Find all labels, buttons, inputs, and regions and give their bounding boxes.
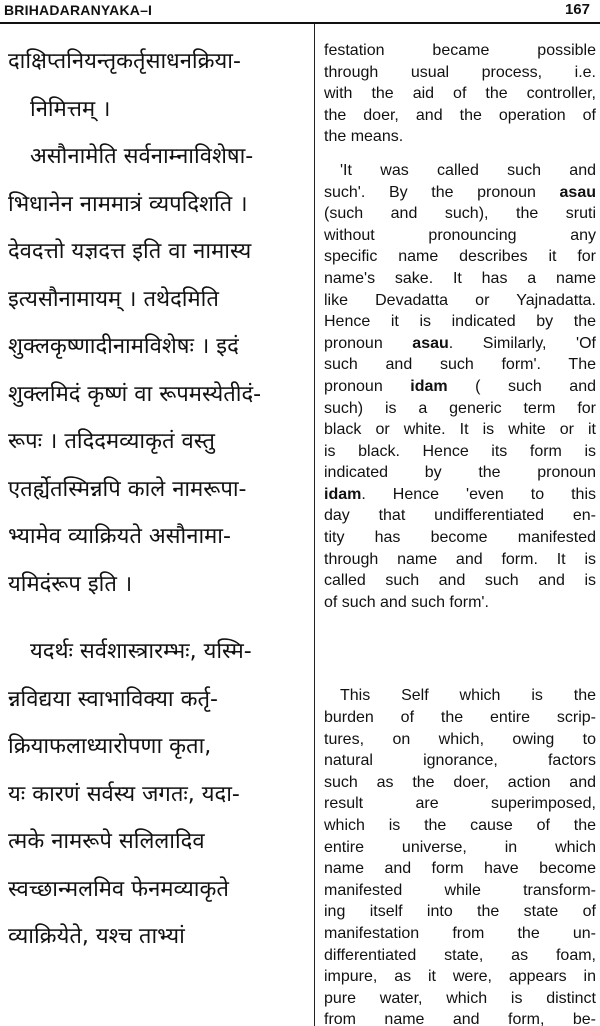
sanskrit-line: निमित्तम् । — [30, 96, 111, 122]
running-title: BRIHADARANYAKA–I — [4, 2, 153, 18]
translation-line: such) is a generic term for — [324, 399, 596, 417]
sanskrit-line: शुक्लकृष्णादीनामविशेषः । इदं — [8, 334, 239, 359]
translation-line: 'It was called such and — [340, 161, 596, 179]
sanskrit-line: क्रियाफलाध्यारोपणा कृता, — [8, 734, 212, 759]
translation-line: the means. — [324, 128, 404, 146]
translation-line: manifested while transform- — [324, 881, 596, 899]
translation-line: such'. By the pronoun asau — [324, 183, 596, 201]
translation-line: result are superimposed, — [324, 795, 596, 813]
translation-paragraph-2 — [324, 160, 596, 613]
translation-line: entire universe, in which — [324, 838, 596, 856]
translation-line: indicated by the pronoun — [324, 464, 596, 482]
translation-line: which is the cause of the — [324, 817, 596, 834]
sanskrit-passage-2 — [8, 628, 306, 961]
sanskrit-line: स्वच्छान्मलमिव फेनमव्याकृते — [8, 876, 229, 902]
sanskrit-line: न्नविद्यया स्वाभाविक्या कर्तृ- — [8, 686, 218, 712]
sanskrit-line: यमिदंरूप इति । — [8, 571, 133, 597]
translation-line: name's sake. It has a name — [324, 269, 596, 287]
page-number: 167 — [564, 1, 590, 18]
translation-line: pronoun idam ( such and — [324, 377, 596, 395]
translation-line: tures, on which, owing to — [324, 730, 596, 748]
translation-line: idam. Hence 'even to this — [324, 485, 596, 503]
sanskrit-line: त्मके नामरूपे सलिलादिव — [8, 829, 205, 854]
translation-line: ing itself into the state of — [324, 903, 596, 921]
translation-line: Hence it is indicated by the — [324, 313, 596, 331]
translation-line: without pronouncing any — [324, 226, 596, 244]
translation-line: pronoun asau. Similarly, 'Of — [324, 334, 596, 352]
sanskrit-line: एतर्ह्येतस्मिन्नपि काले नामरूपा- — [8, 476, 247, 502]
translation-line: manifestation from the un- — [324, 924, 596, 942]
translation-line: day that undifferentiated en- — [324, 507, 596, 525]
translation-line: impure, as it were, appears in — [324, 968, 596, 986]
translation-line: with the aid of the controller, — [324, 85, 596, 103]
sanskrit-line: असौनामेति सर्वनाम्नाविशेषा- — [30, 144, 254, 169]
translation-line: the doer, and the operation of — [324, 106, 596, 124]
translation-line: black or white. It is white or it — [324, 421, 596, 439]
translation-line: differentiated state, as foam, — [324, 946, 596, 964]
translation-line: such and such form'. The — [324, 356, 596, 374]
english-column — [324, 40, 596, 1026]
translation-line: name and form have become — [324, 860, 596, 878]
translation-line: This Self which is the — [340, 687, 596, 705]
translation-line: is black. Hence its form is — [324, 442, 596, 460]
translation-paragraph-3 — [324, 685, 596, 1026]
translation-line: pure water, which is distinct — [324, 989, 596, 1007]
sanskrit-line: रूपः । तदिदमव्याकृतं वस्तु — [8, 429, 215, 454]
sanskrit-line: यः कारणं सर्वस्य जगतः, यदा- — [8, 781, 240, 807]
translation-line: such as the doer, action and — [324, 773, 596, 791]
translation-line: specific name describes it for — [324, 248, 596, 266]
sanskrit-line: व्याक्रियेते, यश्च ताभ्यां — [8, 924, 185, 949]
sanskrit-line: देवदत्तो यज्ञदत्त इति वा नामास्य — [8, 239, 252, 264]
translation-line: tity has become manifested — [324, 529, 596, 547]
translation-line: festation became possible — [324, 42, 596, 59]
sanskrit-line: दाक्षिप्तनियन्तृकर्तृसाधनक्रिया- — [8, 49, 241, 74]
sanskrit-passage-1 — [8, 38, 306, 608]
sanskrit-line: भ्यामेव व्याक्रियते असौनामा- — [8, 524, 231, 549]
column-divider — [314, 24, 315, 1026]
sanskrit-line: शुक्लमिदं कृष्णं वा रूपमस्येतीदं- — [8, 381, 262, 407]
translation-line: through name and form. It is — [324, 550, 596, 568]
translation-line: like Devadatta or Yajnadatta. — [324, 291, 596, 309]
translation-line: burden of the entire scrip- — [324, 709, 596, 727]
translation-line: natural ignorance, factors — [324, 752, 596, 770]
translation-line: (such and such), the sruti — [324, 205, 596, 223]
translation-line: called such and such and is — [324, 572, 596, 590]
page-header — [0, 0, 600, 24]
translation-line: of such and such form'. — [324, 593, 489, 611]
sanskrit-line: इत्यसौनामायम् । तथेदमिति — [8, 286, 219, 312]
translation-line: through usual process, i.e. — [324, 63, 596, 81]
translation-line: from name and form, be- — [324, 1011, 596, 1026]
translation-paragraph-1 — [324, 40, 596, 148]
sanskrit-line: यदर्थः सर्वशास्त्रारम्भः, यस्मि- — [30, 639, 252, 664]
sanskrit-line: भिधानेन नाममात्रं व्यपदिशति । — [8, 191, 248, 217]
sanskrit-column — [8, 38, 306, 961]
